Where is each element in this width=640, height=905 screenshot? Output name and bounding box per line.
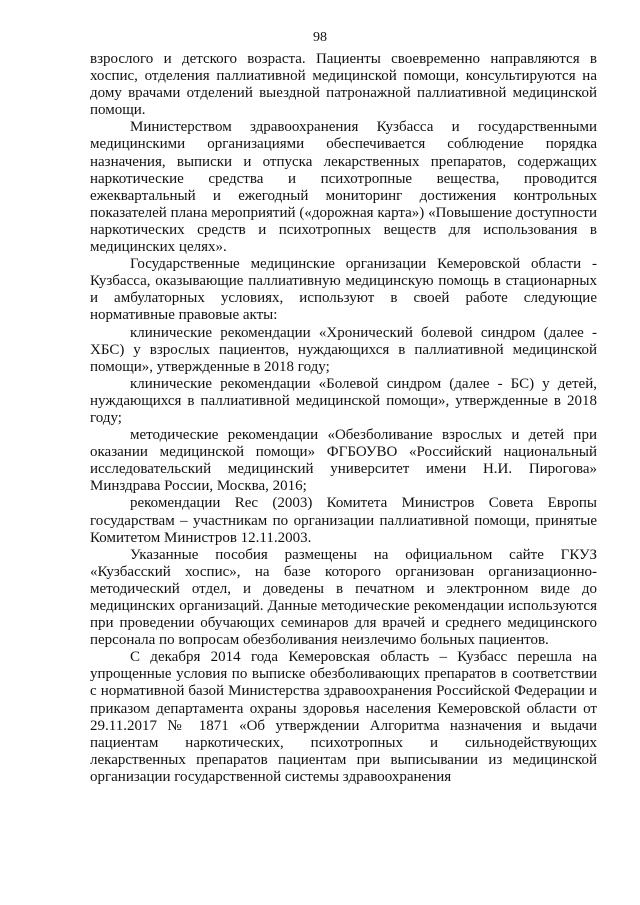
paragraph-hospice-materials: Указанные пособия размещены на официальном сайте ГКУЗ «Кузбасский хоспис», на базе которого организован организационно-методический отдел, и доведены в печатном и электронном виде до медицинских организаций. Данные методические рекомендации используются при проведении обучающих семинаров для врачей и среднего медицинского персонала по вопросам обезболивания неизлечимо больных пациентов. [90, 546, 597, 649]
paragraph-continuation: взрослого и детского возраста. Пациенты своевременно направляются в хоспис, отделения паллиативной медицинской помощи, консультируются на дому врачами отделений выездной патронажной паллиативной медицинской помощи. [90, 51, 597, 119]
paragraph-simplified-prescription: С декабря 2014 года Кемеровская область – Кузбасс перешла на упрощенные условия по выписке обезболивающих препаратов в соответствии с нормативной базой Министерства здравоохранения Российской Федерации и приказом департамента охраны здоровья населения Кемеровской области от 29.11.2017 № 1871 «Об утверждении Алгоритма назначения и выдачи пациентам наркотических, психотропных и сильнодействующих лекарственных препаратов пациентам при выписывании из медицинской организации государственной системы здравоохранения [90, 649, 597, 785]
paragraph-ministry-control: Министерством здравоохранения Кузбасса и государственными медицинскими организациями обеспечивается соблюдение порядка назначения, выписки и отпуска лекарственных препаратов, содержащих наркотические средства и психотропные вещества, проводится ежеквартальный и ежегодный мониторинг достижения контрольных показателей плана мероприятий («дорожная карта») «Повышение доступности наркотических средств и психотропных веществ для использования в медицинских целях». [90, 119, 597, 256]
paragraph-regulatory-acts-intro: Государственные медицинские организации Кемеровской области - Кузбасса, оказывающие паллиативную медицинскую помощь в стационарных и амбулаторных условиях, используют в своей работе следующие нормативные правовые акты: [90, 256, 597, 324]
list-item-clinical-guidelines-adults: клинические рекомендации «Хронический болевой синдром (далее - ХБС) у взрослых пациентов, нуждающихся в паллиативной медицинской помощи», утвержденные в 2018 году; [90, 324, 597, 375]
list-item-methodical-recommendations: методические рекомендации «Обезболивание взрослых и детей при оказании медицинской помощи» ФГБОУВО «Российский национальный исследовательский медицинский университет имени Н.И. Пирогова» Минздрава России, Москва, 2016; [90, 427, 597, 495]
page-number: 98 [313, 30, 327, 45]
list-item-council-of-europe-recommendations: рекомендации Rec (2003) Комитета Министров Совета Европы государствам – участникам по организации паллиативной помощи, принятые Комитетом Министров 12.11.2003. [90, 495, 597, 546]
list-item-clinical-guidelines-children: клинические рекомендации «Болевой синдром (далее - БС) у детей, нуждающихся в паллиативной медицинской помощи», утвержденные в 2018 году; [90, 375, 597, 426]
body-text [90, 51, 597, 786]
